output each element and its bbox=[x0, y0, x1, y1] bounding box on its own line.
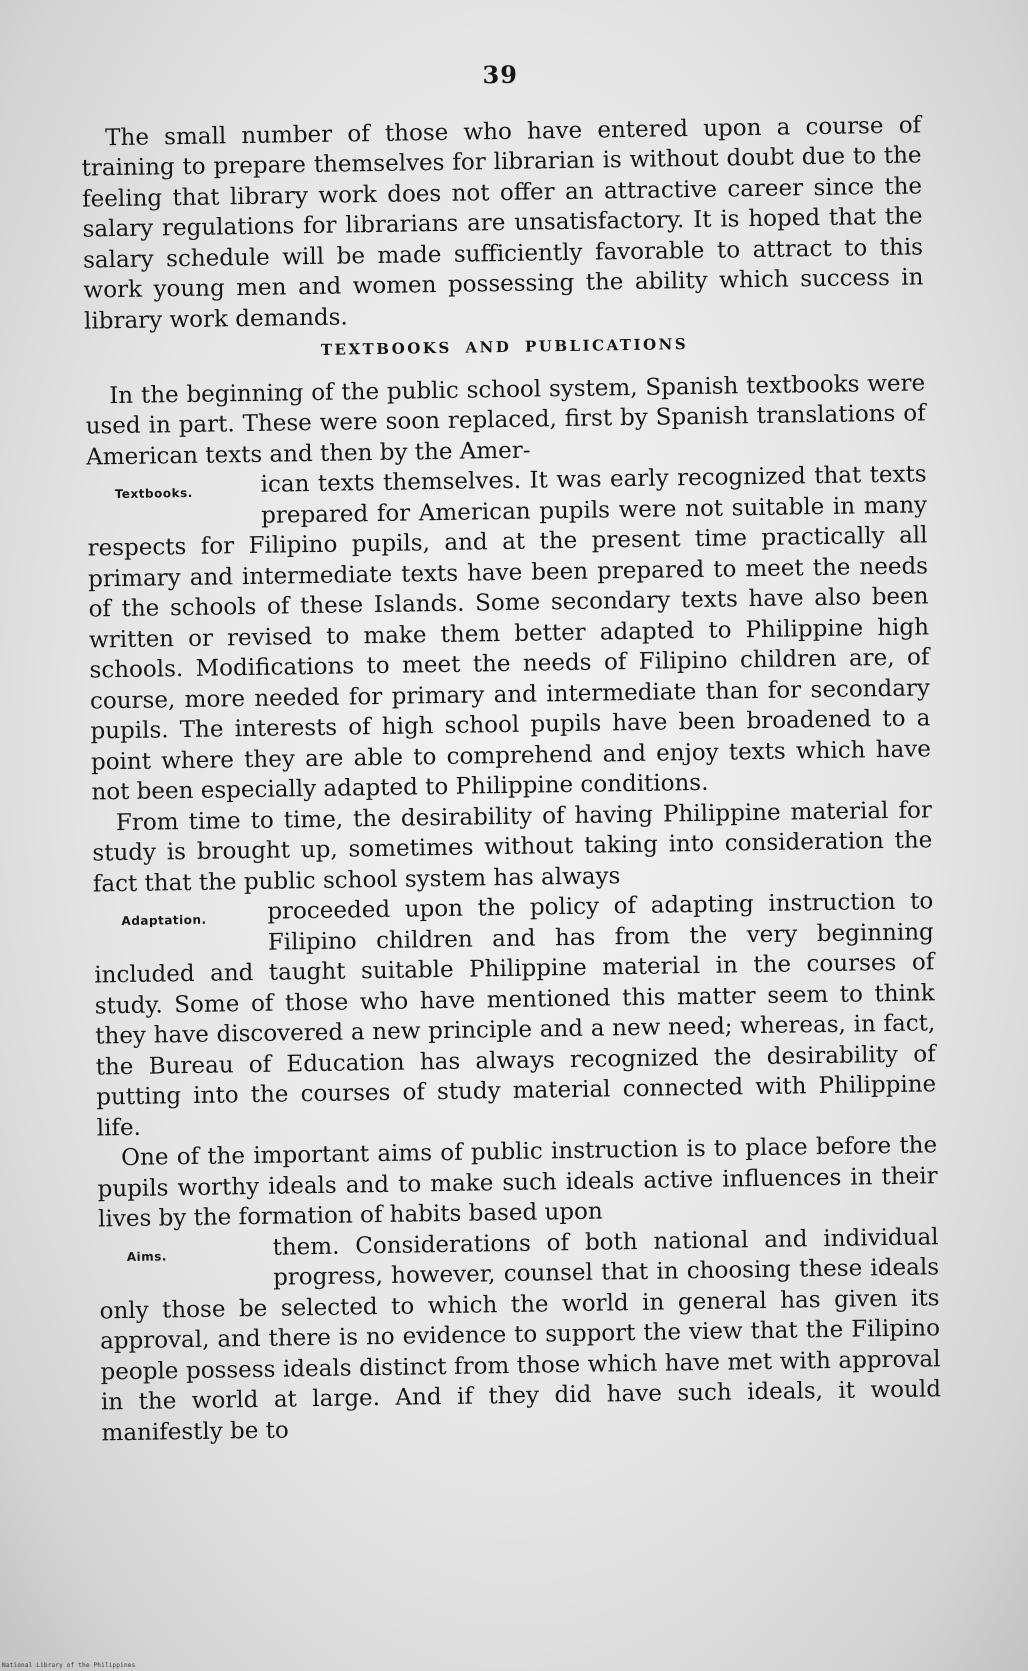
archive-footer-label: National Library of the Philippines bbox=[2, 1662, 136, 1669]
margin-note-adaptation: Adaptation. bbox=[121, 912, 207, 929]
paragraph-adaptation-block bbox=[92, 795, 937, 1144]
paragraph-aims-intro: One of the important aims of public instruction is to place before the pupils worthy ideals and to make such ideals active influences in their lives by the formation of habits based upon bbox=[97, 1132, 938, 1233]
margin-note-textbooks: Textbooks. bbox=[114, 485, 193, 502]
paragraph-aims-body: them. Considerations of both national and individual progress, however, counsel that in choosing these ideals only those be selected to which the world in general has given its approval, and there is no evidence to support the view that the Filipino people possess ideals distinct from those which have met with approval in the world at large. And if they did have such ideals, it would manifestly be to bbox=[99, 1223, 942, 1446]
margin-note-aims: Aims. bbox=[126, 1248, 167, 1264]
paragraph-library-work: The small number of those who have entered upon a course of training to prepare themselves for librarian is without doubt due to the feeling that library work does not offer an attractive career since the salary regulations for librarians are unsatisfactory. It is hoped that the salary schedule will be made sufficiently favorable to attract to this work young men and women possessing the ability which success in library work demands. bbox=[81, 111, 924, 335]
section-heading: TEXTBOOKS AND PUBLICATIONS bbox=[320, 335, 689, 359]
page-body bbox=[80, 53, 942, 1448]
paragraph-adaptation-body: proceeded upon the policy of adapting instruction to Filipino children and has from the very beginning included and taught suitable Philippine material in the courses of study. Some of those who have mentioned this matter seem to think they have discovered a new principle and a new need; whereas, in fact, the Bureau of Education has always recognized the desirability of putting into the courses of study material connected with Philippine life. bbox=[94, 888, 937, 1141]
paragraph-textbooks-body: ican texts themselves. It was early recognized that texts prepared for American pupils were not suitable in many respects for Filipino pupils, and at the present time practically all primary and intermediate texts have been prepared to meet the needs of the schools of these Islands. Some secondary texts have also been written or revised to make them better adapted to Philippine high schools. Modifications to meet the needs of Filipino children are, of course, more needed for primary and intermediate than for secondary pupils. The interests of high school pupils have been broadened to a point where they are able to comprehend and enjoy texts which have not been especially adapted to Philippine conditions. bbox=[87, 461, 932, 806]
paragraph-adaptation-intro: From time to time, the desirability of having Philippine material for study is brought up, sometimes without taking into consideration the fact that the public school system has always bbox=[92, 796, 933, 897]
paragraph-aims-block bbox=[97, 1130, 942, 1448]
paragraph-textbooks-intro: In the beginning of the public school system, Spanish textbooks were used in part. These were soon replaced, first by Spanish translations of American texts and then by the Amer- bbox=[85, 369, 926, 471]
paragraph-textbooks-block bbox=[85, 368, 932, 808]
page-number: 39 bbox=[482, 59, 519, 90]
